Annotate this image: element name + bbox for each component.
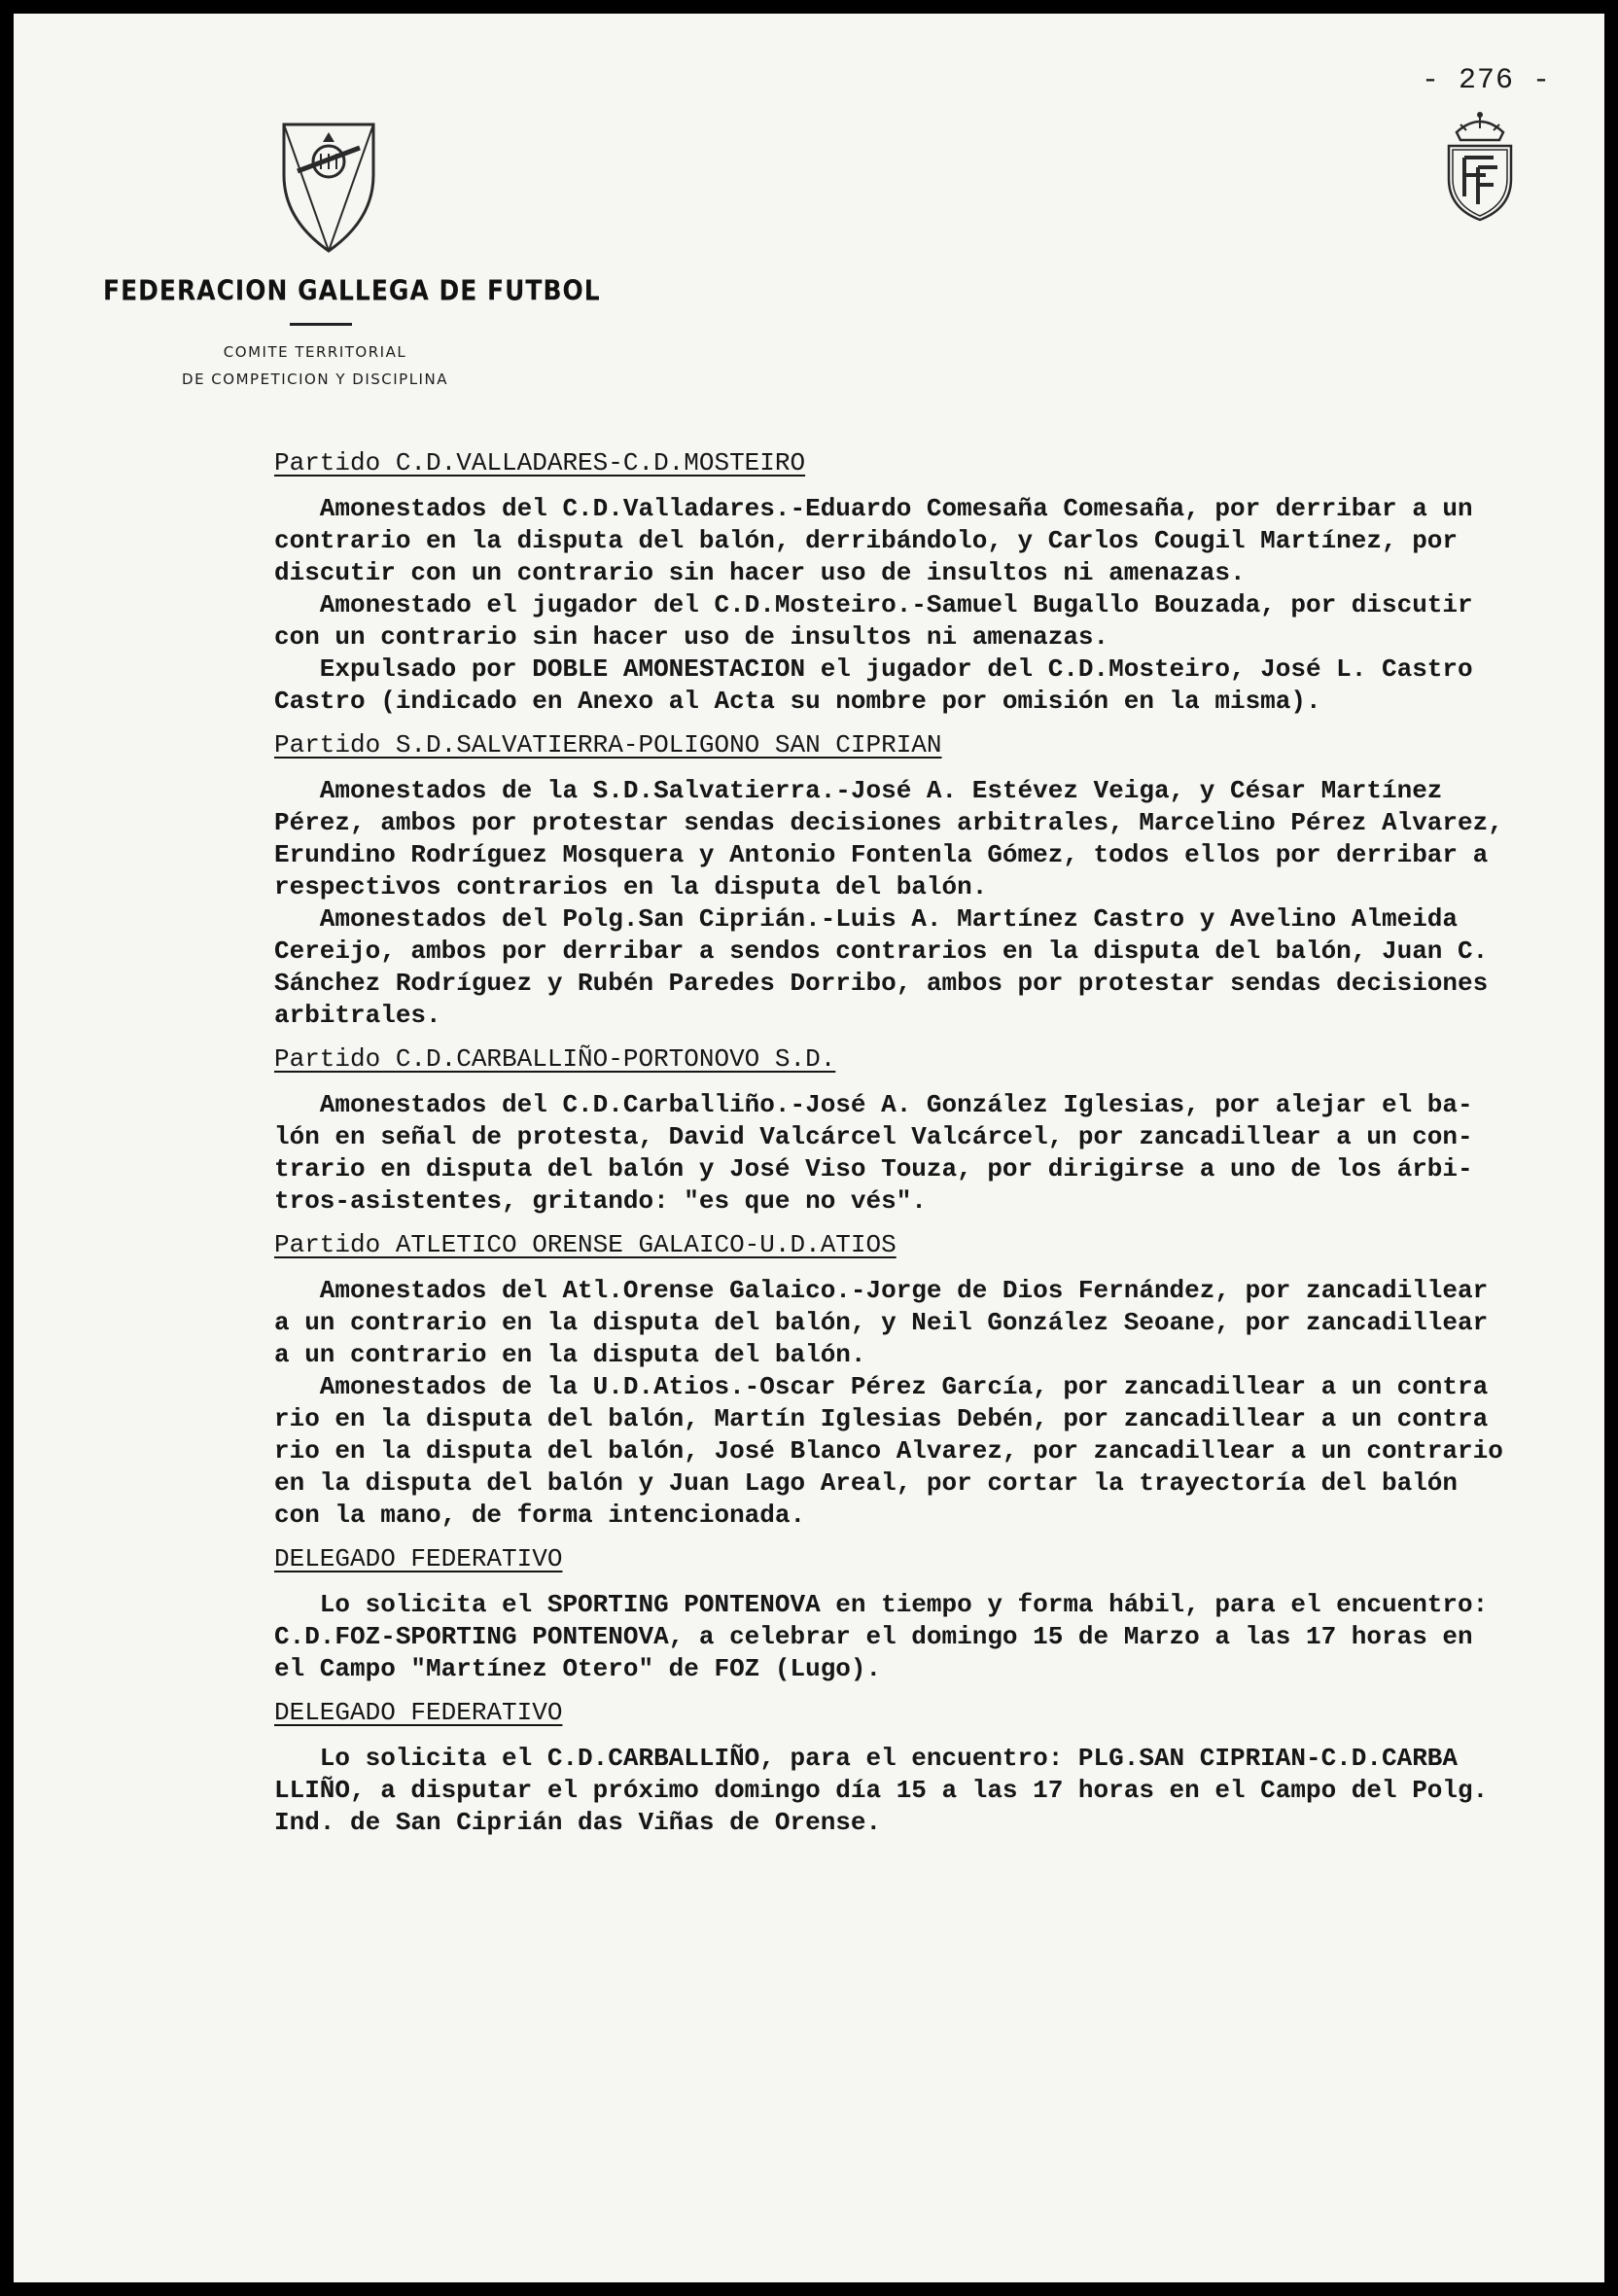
text-line: el Campo "Martínez Otero" de FOZ (Lugo). <box>274 1654 882 1683</box>
text-line: Amonestados de la U.D.Atios.-Oscar Pérez García, por zancadillear a un contra <box>274 1372 1489 1401</box>
section <box>274 1229 1604 1532</box>
committee-name <box>101 338 529 393</box>
text-line: Amonestados del Atl.Orense Galaico.-Jorge de Dios Fernández, por zancadillear <box>274 1276 1489 1305</box>
section-title: Partido ATLETICO ORENSE GALAICO-U.D.ATIOS <box>274 1230 897 1259</box>
text-line: a un contrario en la disputa del balón, y Neil González Seoane, por zancadillear <box>274 1308 1489 1337</box>
text-line: lón en señal de protesta, David Valcárcel Valcárcel, por zancadillear a un con- <box>274 1122 1473 1151</box>
section <box>274 729 1604 1032</box>
text-line: arbitrales. <box>274 1001 441 1030</box>
text-line: Amonestados del C.D.Valladares.-Eduardo Comesaña Comesaña, por derribar a un <box>274 494 1473 523</box>
text-line: Lo solicita el C.D.CARBALLIÑO, para el encuentro: PLG.SAN CIPRIAN-C.D.CARBA <box>274 1744 1458 1773</box>
text-line: Amonestado el jugador del C.D.Mosteiro.-Samuel Bugallo Bouzada, por discutir <box>274 590 1473 619</box>
text-line: con un contrario sin hacer uso de insultos ni amenazas. <box>274 622 1109 652</box>
paragraph <box>274 903 1604 1032</box>
section <box>274 1043 1604 1218</box>
paragraph <box>274 1371 1604 1532</box>
text-line: a un contrario en la disputa del balón. <box>274 1340 866 1369</box>
text-line: Amonestados del Polg.San Ciprián.-Luis A. Martínez Castro y Avelino Almeida <box>274 904 1458 934</box>
text-line: Erundino Rodríguez Mosquera y Antonio Fontenla Gómez, todos ellos por derribar a <box>274 840 1489 869</box>
section <box>274 1697 1604 1839</box>
document-page <box>14 14 1604 2282</box>
text-line: Expulsado por DOBLE AMONESTACION el jugador del C.D.Mosteiro, José L. Castro <box>274 654 1473 684</box>
document-body <box>274 447 1604 1851</box>
page-number: - 276 - <box>1422 64 1552 97</box>
title-divider <box>290 323 352 326</box>
text-line: C.D.FOZ-SPORTING PONTENOVA, a celebrar el domingo 15 de Marzo a las 17 horas en <box>274 1622 1473 1651</box>
section-title: Partido C.D.VALLADARES-C.D.MOSTEIRO <box>274 448 806 477</box>
text-line: Pérez, ambos por protestar sendas decisiones arbitrales, Marcelino Pérez Alvarez, <box>274 808 1503 837</box>
section <box>274 1543 1604 1685</box>
section-title: Partido C.D.CARBALLIÑO-PORTONOVO S.D. <box>274 1044 836 1074</box>
paragraph <box>274 1589 1604 1685</box>
paragraph <box>274 775 1604 903</box>
paragraph <box>274 653 1604 718</box>
section-title: DELEGADO FEDERATIVO <box>274 1544 563 1573</box>
text-line: Amonestados del C.D.Carballiño.-José A. González Iglesias, por alejar el ba- <box>274 1090 1473 1119</box>
text-line: LLIÑO, a disputar el próximo domingo día 15 a las 17 horas en el Campo del Polg. <box>274 1776 1489 1805</box>
text-line: Cereijo, ambos por derribar a sendos contrarios en la disputa del balón, Juan C. <box>274 936 1489 966</box>
text-line: discutir con un contrario sin hacer uso de insultos ni amenazas. <box>274 558 1246 587</box>
text-line: Castro (indicado en Anexo al Acta su nombre por omisión en la misma). <box>274 687 1321 716</box>
text-line: respectivos contrarios en la disputa del balón. <box>274 872 988 901</box>
paragraph <box>274 1089 1604 1218</box>
section-title: DELEGADO FEDERATIVO <box>274 1698 563 1727</box>
text-line: con la mano, de forma intencionada. <box>274 1501 806 1530</box>
section-title: Partido S.D.SALVATIERRA-POLIGONO SAN CIPRIAN <box>274 730 942 759</box>
paragraph <box>274 589 1604 653</box>
text-line: en la disputa del balón y Juan Lago Areal, por cortar la trayectoría del balón <box>274 1468 1458 1498</box>
paragraph <box>274 493 1604 589</box>
section <box>274 447 1604 718</box>
committee-line-2: DE COMPETICION Y DISCIPLINA <box>182 371 448 388</box>
shield-crest-icon <box>278 119 379 255</box>
royal-federation-emblem-icon <box>1439 107 1521 224</box>
text-line: Lo solicita el SPORTING PONTENOVA en tiempo y forma hábil, para el encuentro: <box>274 1590 1489 1619</box>
text-line: contrario en la disputa del balón, derribándolo, y Carlos Cougil Martínez, por <box>274 526 1458 555</box>
text-line: Amonestados de la S.D.Salvatierra.-José A. Estévez Veiga, y César Martínez <box>274 776 1443 805</box>
text-line: trario en disputa del balón y José Viso Touza, por dirigirse a uno de los árbi- <box>274 1154 1473 1183</box>
text-line: rio en la disputa del balón, José Blanco Alvarez, por zancadillear a un contrario <box>274 1436 1503 1466</box>
text-line: tros-asistentes, gritando: "es que no vés". <box>274 1186 927 1216</box>
text-line: Sánchez Rodríguez y Rubén Paredes Dorribo, ambos por protestar sendas decisiones <box>274 969 1489 998</box>
federation-title: FEDERACION GALLEGA DE FUTBOL <box>103 274 601 307</box>
text-line: rio en la disputa del balón, Martín Iglesias Debén, por zancadillear a un contra <box>274 1404 1489 1433</box>
paragraph <box>274 1275 1604 1371</box>
paragraph <box>274 1743 1604 1839</box>
text-line: Ind. de San Ciprián das Viñas de Orense. <box>274 1808 882 1837</box>
committee-line-1: COMITE TERRITORIAL <box>223 343 407 361</box>
